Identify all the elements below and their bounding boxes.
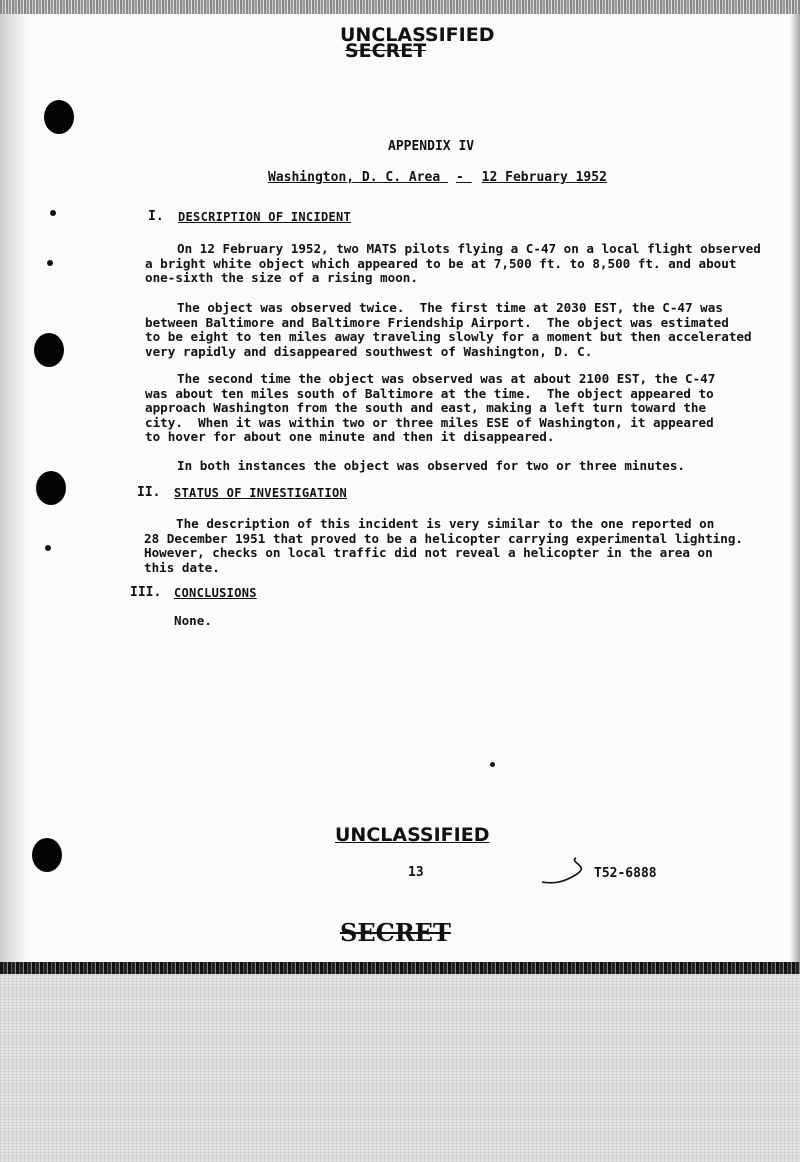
classification-unclassified-bottom: UNCLASSIFIED [335, 824, 490, 846]
paragraph: The description of this incident is very similar to the one reported on 28 December 1951 that proved to be a helicopter carrying experimental lighting. However, checks on local traffic did not reveal a helicopter in the area on this date. [144, 516, 743, 575]
page-title: APPENDIX IV [388, 139, 475, 154]
section-title: STATUS OF INVESTIGATION [174, 486, 348, 500]
section-number: I. [148, 209, 164, 224]
page-number: 13 [408, 865, 424, 880]
speck [47, 260, 53, 266]
speck [50, 210, 56, 216]
punch-hole [36, 471, 66, 505]
section-number: III. [130, 585, 162, 600]
scan-top-edge [0, 0, 800, 14]
incident-date: 12 February 1952 [481, 170, 607, 185]
scan-bottom-edge [0, 962, 800, 974]
paragraph: The second time the object was observed was at about 2100 EST, the C-47 was about ten miles south of Baltimore at the time. The object appeared to approach Washington from the south and east, making a left turn toward the city. When it was within two or three miles ESE of Washington, it appeared to hover for about one minute and then it disappeared. [145, 371, 716, 445]
scan-right-edge [790, 14, 800, 962]
paragraph: In both instances the object was observed for two or three minutes. [177, 458, 685, 473]
separator: - [456, 170, 464, 185]
punch-hole [32, 838, 62, 872]
section-title: DESCRIPTION OF INCIDENT [178, 210, 352, 224]
classification-unclassified-top: UNCLASSIFIED [340, 24, 495, 46]
scan-left-edge [0, 14, 28, 962]
scan-background [0, 974, 800, 1162]
paragraph: None. [174, 613, 212, 628]
location: Washington, D. C. Area [268, 170, 441, 185]
speck [490, 762, 495, 767]
handwritten-mark-icon [540, 856, 590, 888]
section-number: II. [137, 485, 161, 500]
file-reference: T52-6888 [594, 866, 657, 881]
classification-secret-bottom: SECRET [340, 918, 451, 947]
page-subtitle [268, 171, 607, 185]
punch-hole [34, 333, 64, 367]
punch-hole [44, 100, 74, 134]
section-title: CONCLUSIONS [174, 586, 257, 600]
paragraph: On 12 February 1952, two MATS pilots flying a C-47 on a local flight observed a bright white object which appeared to be at 7,500 ft. to 8,500 ft. and about one-sixth the size of a rising moon. [145, 241, 761, 286]
classification-secret-top: SECRET [345, 40, 427, 62]
paragraph: The object was observed twice. The first time at 2030 EST, the C-47 was between Baltimore and Baltimore Friendship Airport. The object was estimated to be eight to ten miles away traveling slowly for a moment but then accelerated very rapidly and disappeared southwest of Washington, D. C. [145, 300, 752, 359]
speck [45, 545, 51, 551]
